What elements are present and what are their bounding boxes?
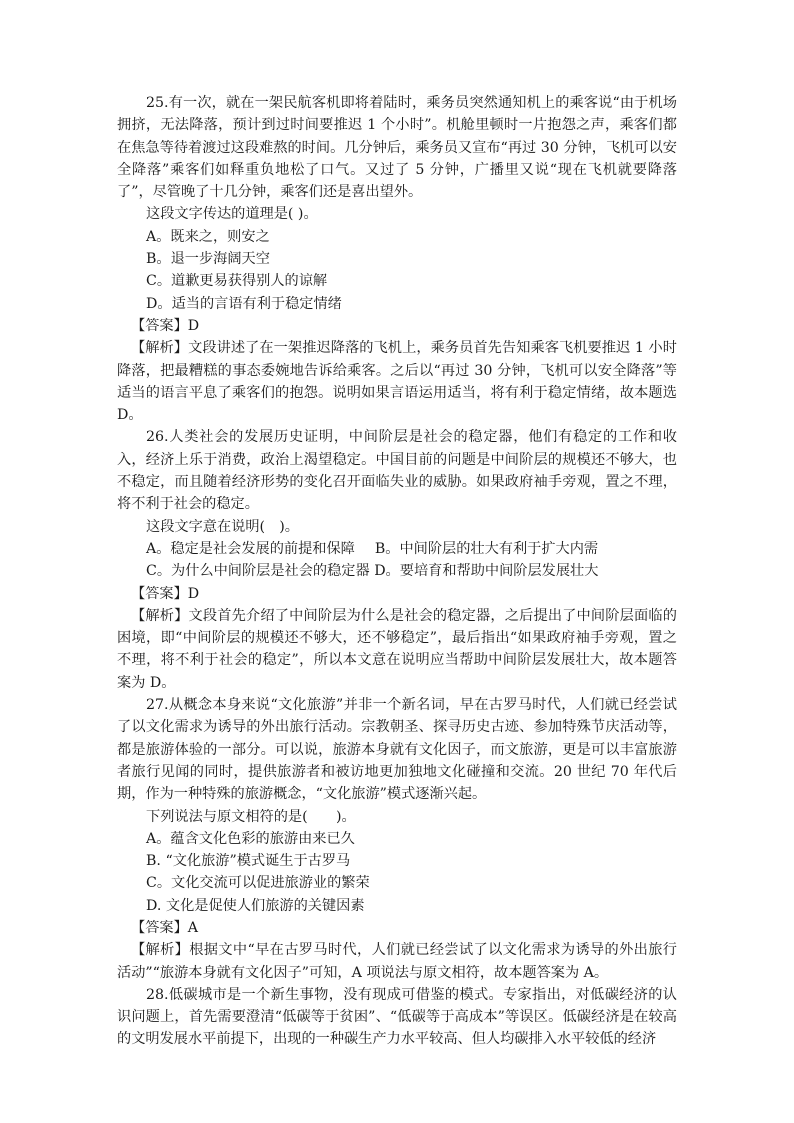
q26-options-row-1 [117,538,677,560]
q26-option-c: C。为什么中间阶层是社会的稳定器 [146,563,370,580]
q27-option-b: B. “文化旅游”模式诞生于古罗马 [146,853,351,870]
q26-options-row-2 [117,560,677,582]
q26-option-a: A。稳定是社会发展的前提和保障 [146,540,355,557]
q26-option-b: B。中间阶层的壮大有利于扩大内需 [374,540,599,557]
q25-option-b: B。退一步海阔天空 [146,251,270,268]
q25-answer: 【答案】D [131,317,200,334]
q28-stem: 28.低碳城市是一个新生事物，没有现成可借鉴的模式。专家指出，对低碳经济的认识问题上，首先需要澄清“低碳等于贫困”、“低碳等于高成本”等误区。低碳经济是在较高的文明发展水平前提下，出现的一种碳生产力水平较高、但人均碳排入水平较低的经济 [117,986,677,1048]
q27-answer: 【答案】A [131,919,198,936]
q27-option-a: A。蕴含文化色彩的旅游由来已久 [146,830,355,847]
document-page [117,92,677,1051]
q25-option-a: A。既来之，则安之 [146,228,270,245]
q26-answer: 【答案】D [131,585,200,602]
q27-option-d: D. 文化是促使人们旅游的关键因素 [146,897,365,914]
q25-analysis: 【解析】文段讲述了在一架推迟降落的飞机上，乘务员首先告知乘客飞机要推迟 1 小时降落，把最糟糕的事态委婉地告诉给乘客。之后以“再过 30 分钟，飞机可以安全降落”等适当的语言平息了乘客们的抱怨。说明如果言语运用适当，将有利于稳定情绪，故本题选 D。 [117,340,677,424]
q27-option-c: C。文化交流可以促进旅游业的繁荣 [146,875,370,892]
q27-analysis: 【解析】根据文中“早在古罗马时代，人们就已经尝试了以文化需求为诱导的外出旅行活动”“旅游本身就有文化因子”可知，A 项说法与原文相符，故本题答案为 A。 [117,942,677,981]
q27-stem: 27.从概念本身来说“文化旅游”并非一个新名词，早在古罗马时代，人们就已经尝试了以文化需求为诱导的外出旅行活动。宗教朝圣、探寻历史古迹、参加特殊节庆活动等，都是旅游体验的一部分。可以说，旅游本身就有文化因子，而文旅游，更是可以丰富旅游者旅行见闻的同时，提供旅游者和被访地更加独地文化碰撞和交流。20 世纪 70 年代后期，作为一种特殊的旅游概念，“文化旅游”模式逐渐兴起。 [117,697,677,803]
q26-option-d: D。要培育和帮助中间阶层发展壮大 [374,563,599,580]
q26-analysis: 【解析】文段首先介绍了中间阶层为什么是社会的稳定器，之后提出了中间阶层面临的困境，即“中间阶层的规模还不够大，还不够稳定”，最后指出“如果政府袖手旁观，置之不理，将不利于社会的稳定”，所以本文意在说明应当帮助中间阶层发展壮大，故本题答案为 D。 [117,607,677,691]
q25-option-d: D。适当的言语有利于稳定情绪 [146,295,342,312]
q26-question: 这段文字意在说明( )。 [146,518,299,535]
q25-option-c: C。道歉更易获得别人的谅解 [146,273,328,290]
q27-question: 下列说法与原文相符的是( )。 [146,808,356,825]
q25-question: 这段文字传达的道理是( )。 [146,206,318,223]
q26-stem: 26.人类社会的发展历史证明，中间阶层是社会的稳定器，他们有稳定的工作和收入，经济上乐于消费，政治上渴望稳定。中国目前的问题是中间阶层的规模还不够大，也不稳定，而且随着经济形势的变化召开面临失业的威胁。如果政府袖手旁观，置之不理，将不利于社会的稳定。 [117,429,677,513]
q25-stem: 25.有一次，就在一架民航客机即将着陆时，乘务员突然通知机上的乘客说“由于机场拥挤，无法降落，预计到过时间要推迟 1 个小时”。机舱里顿时一片抱怨之声，乘客们都在焦急等待着渡过这段难熬的时间。几分钟后，乘务员又宣布“再过 30 分钟，飞机可以安全降落”乘客们如释重负地松了口气。又过了 5 分钟，广播里又说“现在飞机就要降落了”，尽管晚了十几分钟，乘客们还是喜出望外。 [117,95,677,201]
